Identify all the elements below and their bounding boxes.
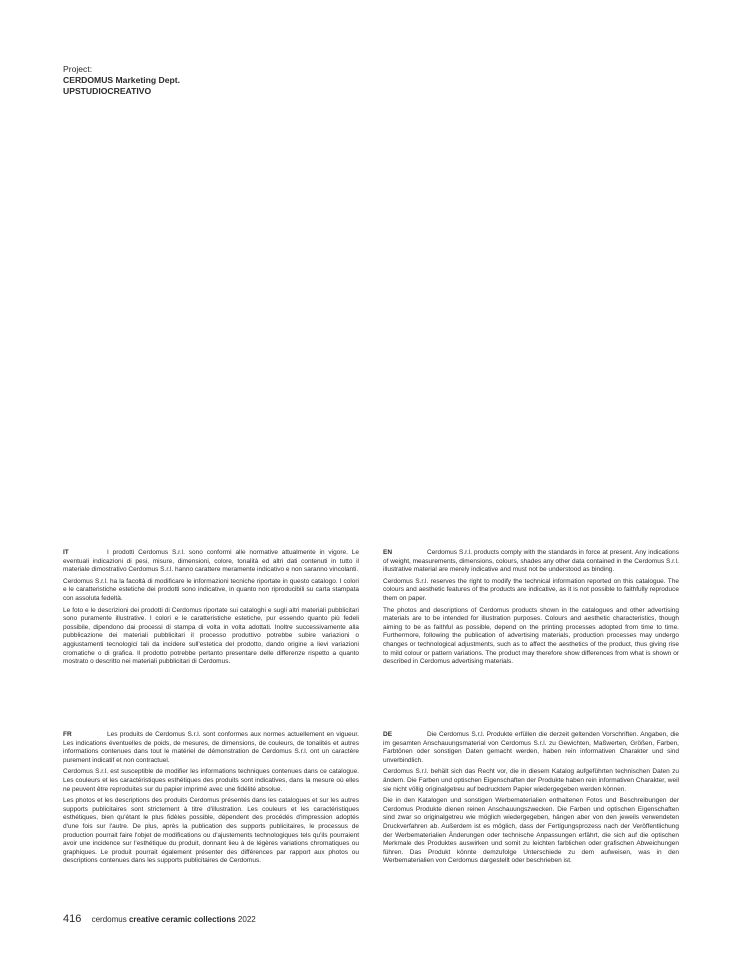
disclaimer-it (63, 549, 359, 670)
lang-code-it: IT (63, 549, 69, 556)
project-dept: CERDOMUS Marketing Dept. (63, 75, 180, 85)
disclaimer-fr-p2: Cerdomus S.r.l. est susceptible de modifier les informations techniques contenues dans ce catalogue. Les couleurs et les caractéristiques esthétiques des produits sont indicatives, dans la mesure où elles ne peuvent être reproduites sur du papier imprimé avec une fidélité absolue. (63, 768, 359, 793)
lang-code-en: EN (383, 549, 393, 556)
disclaimer-it-p3: Le foto e le descrizioni dei prodotti di Cerdomus riportate sui cataloghi e sugli altri materiali pubblicitari sono puramente illustrative. I colori e le caratteristiche estetiche, pur essendo quanto più fedeli possibile, dipendono dai processi di stampa di volta in volta adottati. Inoltre successivamente alla pubblicazione dei materiali pubblicitari il processo produttivo potrebbe subire variazioni o aggiustamenti tecnologici tali da incidere sull'estetica del prodotto, dando origine a lievi variazioni cromatiche o di grafica. Il prodotto potrebbe pertanto presentare delle differenze rispetto a quanto mostrato o descritto nei materiali pubblicitari di Cerdomus. (63, 606, 359, 666)
project-label: Project: (63, 64, 93, 74)
disclaimer-en-p3: The photos and descriptions of Cerdomus products shown in the catalogues and other advertising materials are to be intended for illustration purposes. Colours and aesthetic characteristics, though aiming to be as faithful as possible, depend on the printing processes adopted from time to time. Furthermore, following the publication of advertising materials, production processes may undergo changes or technological adjustments, such as to affect the aesthetics of the product, thus giving rise to mild colour or pattern variations. The product may therefore show differences from what is shown or described in Cerdomus advertising materials. (383, 606, 679, 666)
disclaimer-en-p2: Cerdomus S.r.l. reserves the right to modify the technical information reported on this catalogue. The colours and aesthetic features of the products are indicative, as it is not possible to faithfully reproduce them on paper. (383, 577, 679, 602)
disclaimer-fr (63, 731, 359, 869)
page-footer (63, 913, 256, 926)
footer-collection: creative ceramic collections (128, 915, 236, 924)
disclaimer-de-p3: Die in den Katalogen und sonstigen Werbematerialien enthaltenen Fotos und Beschreibungen der Cerdomus Produkte dienen reinen Anschauungszwecken. Die Farben und optischen Eigenschaften sind zwar so originalgetreu wie möglich wiedergegeben, hängen aber von den jeweils verwendeten Druckverfahren ab. Außerdem ist es möglich, dass der Fertigungsprozess nach der Veröffentlichung der Werbematerialien Änderungen oder technische Anpassungen erfährt, die sich auf die optischen Merkmale des Produktes auswirken und somit zu leichten farblichen oder grafischen Abweichungen führen. Das Produkt könnte demzufolge Unterschiede zu dem aufweisen, was in den Werbematerialien von Cerdomus dargestellt oder beschrieben ist. (383, 797, 679, 865)
project-credits (63, 64, 180, 97)
disclaimer-en-p1: EN Cerdomus S.r.l. products comply with the standards in force at present. Any indications of weight, measurements, dimensions, colours, shades any other data contained in the Cerdomus S.r.l. illustrative material are merely indicative and must not be understood as binding. (383, 549, 679, 574)
disclaimer-de-p1: DE Die Cerdomus S.r.l. Produkte erfüllen die derzeit geltenden Vorschriften. Angaben, die im gesamten Anschauungsmaterial von Cerdomus S.r.l. zu Gewichten, Maßwerten, Größen, Farben, Farbtönen oder sonstigen Daten gemacht werden, haben rein informativen Charakter und sind unverbindlich. (383, 731, 679, 764)
project-studio: UPSTUDIOCREATIVO (63, 86, 152, 96)
footer-brand: cerdomus (91, 915, 127, 924)
disclaimer-fr-p1: FR Les produits de Cerdomus S.r.l. sont conformes aux normes actuellement en vigueur. Les indications éventuelles de poids, de mesures, de dimensions, de couleurs, de tonalités et autres informations contenues dans tout le matériel de démonstration de Cerdomus S.r.l. ont un caractère purement indicatif et non contractuel. (63, 731, 359, 764)
disclaimer-it-p2: Cerdomus S.r.l. ha la facoltà di modificare le informazioni tecniche riportate in questo catalogo. I colori e le caratteristiche estetiche dei prodotti sono indicative, in quanto non riproducibili su carta stampata con assoluta fedeltà. (63, 577, 359, 602)
lang-code-fr: FR (63, 731, 72, 738)
disclaimer-de (383, 731, 679, 869)
disclaimer-en (383, 549, 679, 670)
footer-year: 2022 (237, 915, 256, 924)
disclaimer-fr-p3: Les photos et les descriptions des produits Cerdomus présentés dans les catalogues et sur les autres supports publicitaires sont strictement à titre d'illustration. Les couleurs et les caractéristiques esthétiques, bien qu'étant le plus fidèles possible, dépendent des procédés d'impression adoptés d'une fois sur l'autre. De plus, après la publication des supports publicitaires, le processus de production pourrait faire l'objet de modifications ou d'ajustements technologiques tels qu'ils pourraient avoir une incidence sur l'esthétique du produit, donnant lieu à de légères variations chromatiques ou graphiques. Le produit pourrait également présenter des différences par rapport aux photos ou descriptions contenues dans les supports publicitaires de Cerdomus. (63, 797, 359, 865)
lang-code-de: DE (383, 731, 393, 738)
disclaimer-it-p1: IT I prodotti Cerdomus S.r.l. sono conformi alle normative attualmente in vigore. Le eventuali indicazioni di pesi, misure, dimensioni, colore, tonalità ed altri dati contenuti in tutto il materiale dimostrativo Cerdomus S.r.l. hanno carattere meramente indicativo e non saranno vincolanti. (63, 549, 359, 574)
page-number: 416 (63, 913, 82, 925)
disclaimer-de-p2: Cerdomus S.r.l. behält sich das Recht vor, die in diesem Katalog aufgeführten technischen Daten zu ändern. Die Farben und optischen Eigenschaften der Produkte haben rein informativen Charakter, weil sie nicht völlig originalgetreu auf bedrucktem Papier wiedergegeben werden können. (383, 768, 679, 793)
